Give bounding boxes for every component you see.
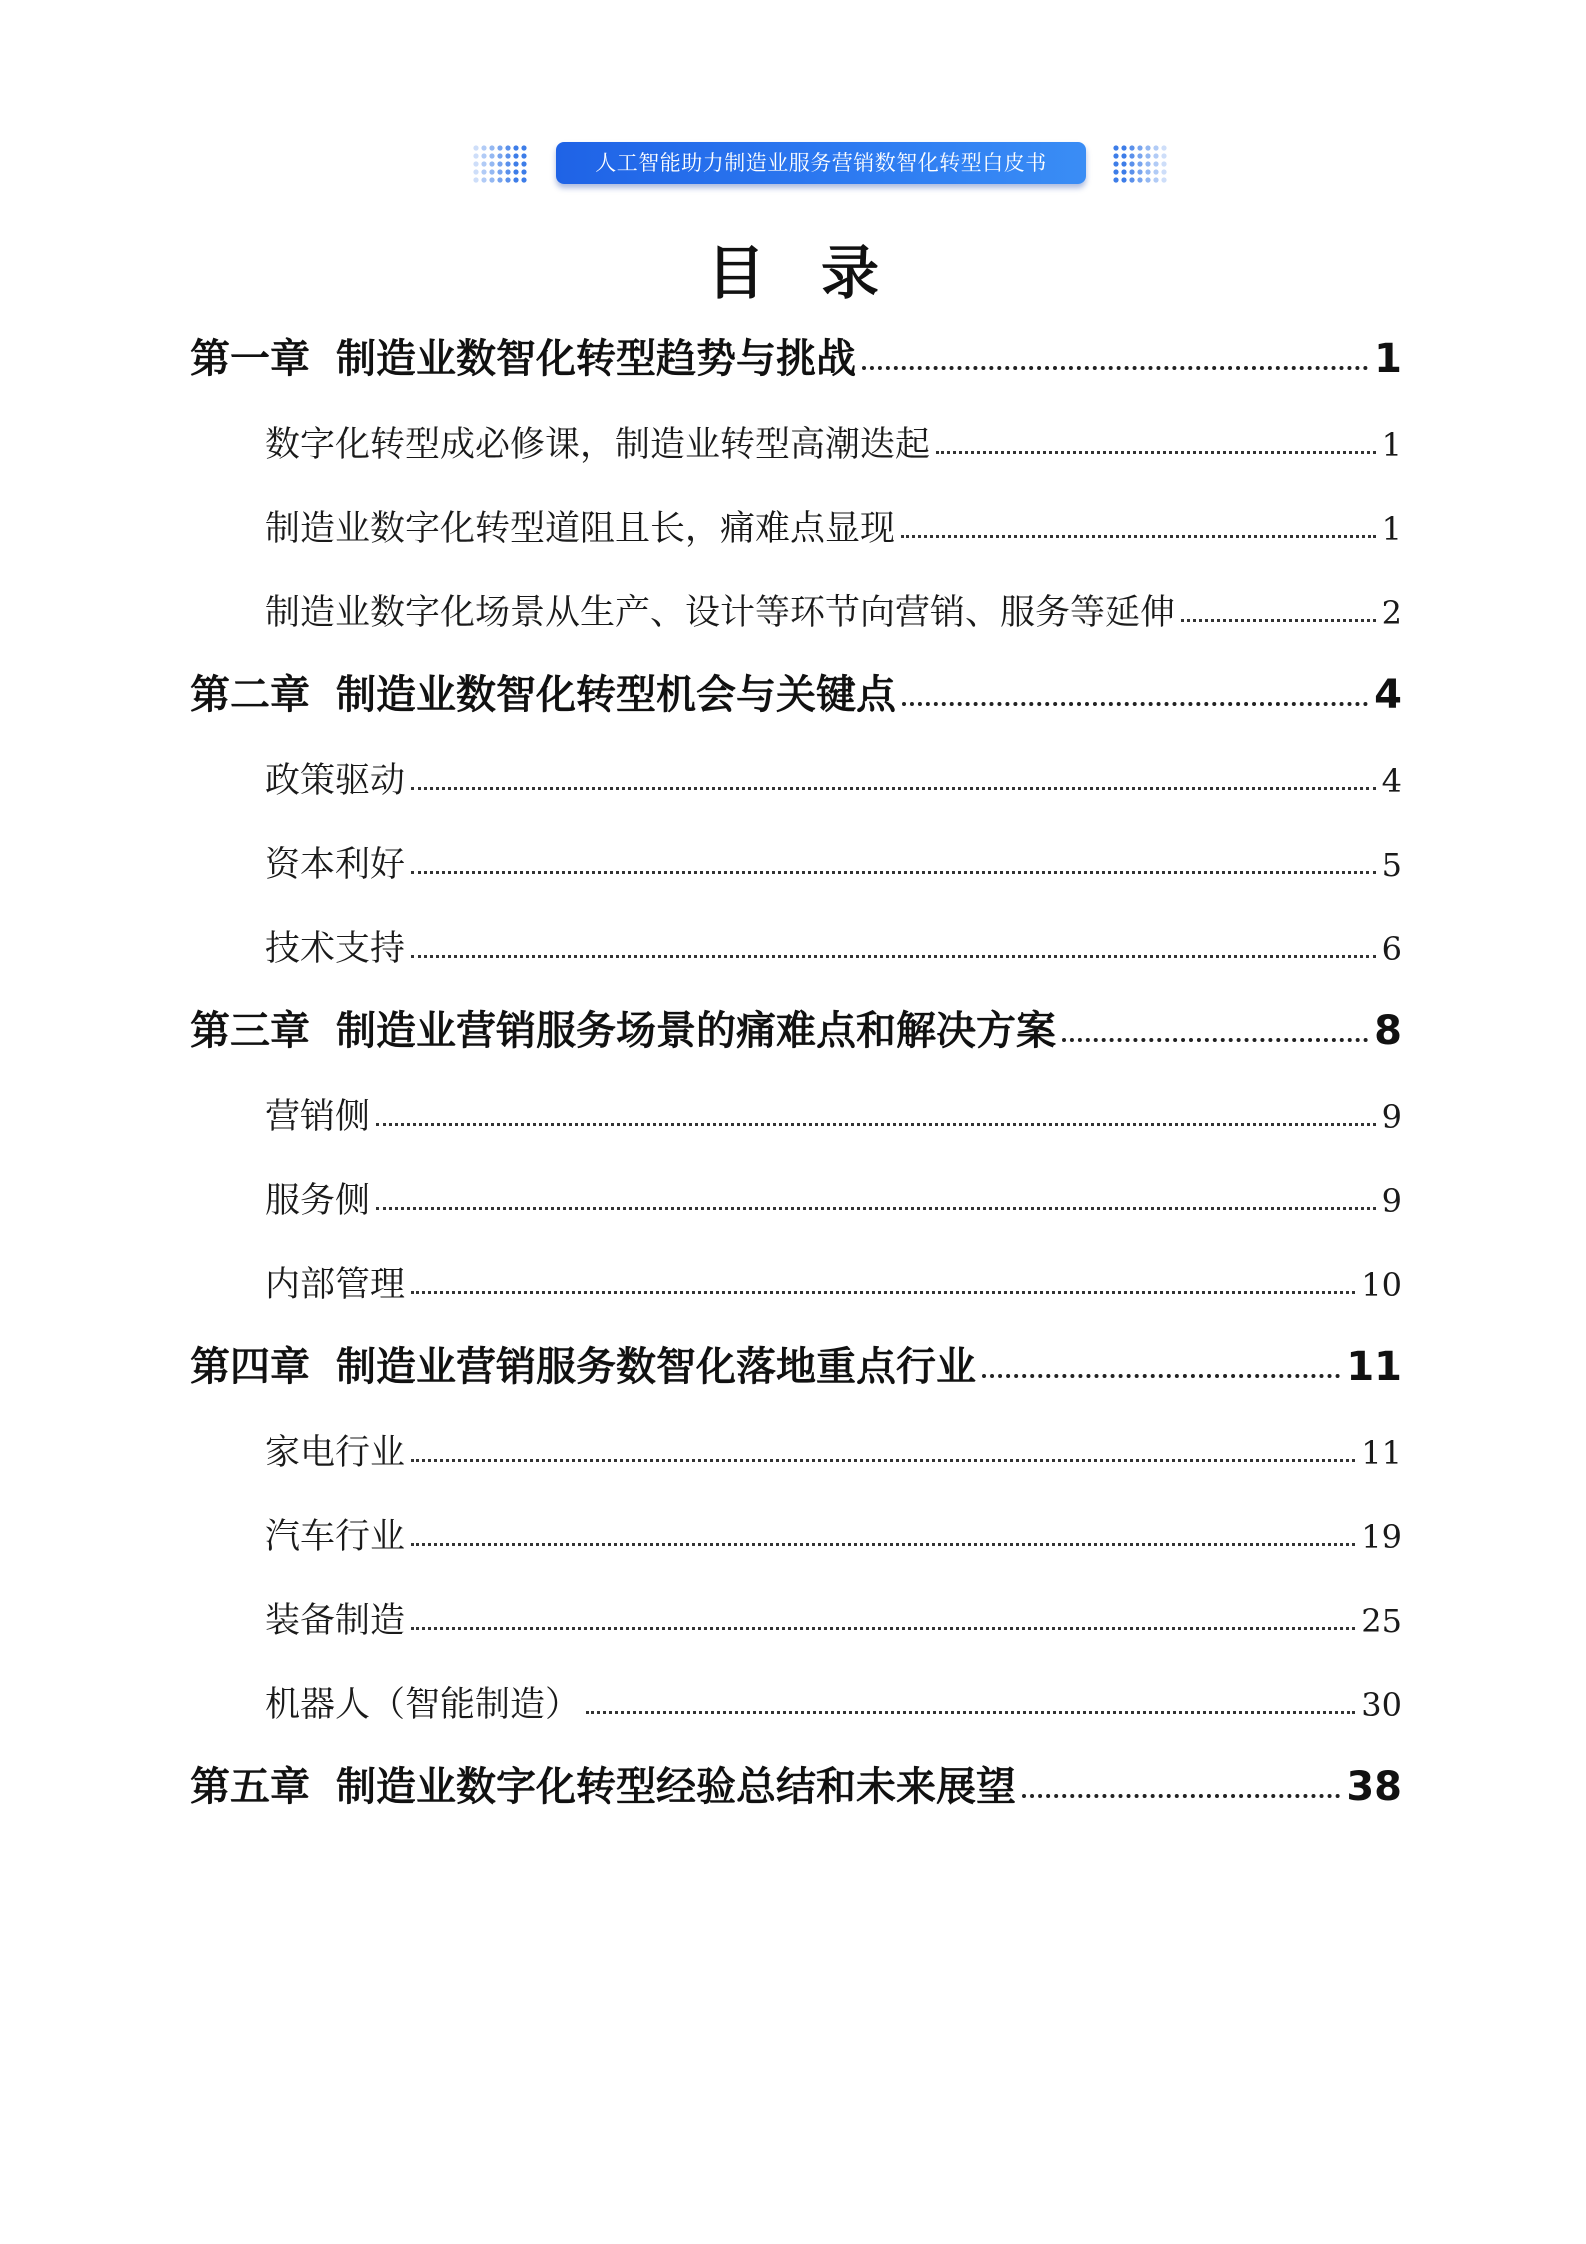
page-number: 8 (1374, 1008, 1402, 1054)
section-title: 制造业数字化场景从生产、设计等环节向营销、服务等延伸 (265, 593, 1176, 633)
toc-section[interactable] (265, 506, 1402, 552)
page-header (0, 140, 1586, 190)
page-title: 目录 (706, 239, 935, 307)
page-number: 1 (1374, 336, 1402, 382)
page-number: 30 (1361, 1686, 1402, 1724)
dot-leader (411, 787, 1376, 790)
toc-chapter-2[interactable] (190, 670, 1402, 720)
dot-leader (902, 702, 1368, 706)
section-title: 机器人（智能制造） (265, 1685, 581, 1725)
page-number: 4 (1374, 672, 1402, 718)
toc-section[interactable] (265, 1178, 1402, 1224)
section-title: 营销侧 (265, 1097, 371, 1137)
page-number: 11 (1361, 1434, 1402, 1472)
dot-leader (376, 1207, 1376, 1210)
toc-section[interactable] (265, 1262, 1402, 1308)
chapter-number: 第一章 (190, 336, 310, 382)
toc-section[interactable] (265, 758, 1402, 804)
dot-leader (411, 871, 1376, 874)
page-number: 11 (1346, 1344, 1402, 1390)
dot-leader (411, 955, 1376, 958)
dot-leader (982, 1374, 1340, 1378)
section-title: 制造业数字化转型道阻且长，痛难点显现 (265, 509, 896, 549)
section-title: 装备制造 (265, 1601, 406, 1641)
chapter-title: 制造业数字化转型经验总结和未来展望 (336, 1764, 1016, 1810)
chapter-number: 第二章 (190, 672, 310, 718)
dot-leader (1181, 619, 1376, 622)
toc-section[interactable] (265, 1514, 1402, 1560)
chapter-title: 制造业数智化转型机会与关键点 (336, 672, 896, 718)
toc-chapter-4[interactable] (190, 1342, 1402, 1392)
toc-chapter-5[interactable] (190, 1762, 1402, 1812)
section-title: 数字化转型成必修课，制造业转型高潮迭起 (265, 425, 931, 465)
dot-leader (376, 1123, 1376, 1126)
page-number: 38 (1346, 1764, 1402, 1810)
document-title-banner: 人工智能助力制造业服务营销数智化转型白皮书 (556, 142, 1086, 184)
chapter-number: 第四章 (190, 1344, 310, 1390)
page-number: 1 (1381, 510, 1402, 548)
toc-chapter-3[interactable] (190, 1006, 1402, 1056)
dot-grid-decoration-right (1112, 144, 1168, 184)
chapter-title: 制造业营销服务场景的痛难点和解决方案 (336, 1008, 1056, 1054)
section-title: 技术支持 (265, 929, 406, 969)
page-number: 6 (1381, 930, 1402, 968)
toc-section[interactable] (265, 842, 1402, 888)
section-title: 服务侧 (265, 1181, 371, 1221)
dot-leader (936, 451, 1376, 454)
page-number: 1 (1381, 426, 1402, 464)
toc-section[interactable] (265, 1682, 1402, 1728)
page-number: 9 (1381, 1098, 1402, 1136)
dot-leader (1062, 1038, 1368, 1042)
toc-section[interactable] (265, 1094, 1402, 1140)
dot-leader (411, 1627, 1355, 1630)
page-number: 5 (1381, 846, 1402, 884)
section-title: 资本利好 (265, 845, 406, 885)
page-number: 10 (1361, 1266, 1402, 1304)
toc-section[interactable] (265, 1598, 1402, 1644)
chapter-title: 制造业营销服务数智化落地重点行业 (336, 1344, 976, 1390)
chapter-title: 制造业数智化转型趋势与挑战 (336, 336, 856, 382)
toc-section[interactable] (265, 926, 1402, 972)
section-title: 政策驱动 (265, 761, 406, 801)
toc-section[interactable] (265, 590, 1402, 636)
page-number: 19 (1361, 1518, 1402, 1556)
dot-leader (411, 1543, 1355, 1546)
dot-leader (411, 1459, 1355, 1462)
section-title: 内部管理 (265, 1265, 406, 1305)
dot-leader (901, 535, 1376, 538)
dot-leader (862, 366, 1368, 370)
page-number: 2 (1381, 594, 1402, 632)
page-number: 25 (1361, 1602, 1402, 1640)
dot-leader (1022, 1794, 1340, 1798)
dot-leader (586, 1711, 1355, 1714)
page-number: 9 (1381, 1182, 1402, 1220)
page-number: 4 (1381, 762, 1402, 800)
section-title: 家电行业 (265, 1433, 406, 1473)
chapter-number: 第三章 (190, 1008, 310, 1054)
toc-section[interactable] (265, 1430, 1402, 1476)
dot-leader (411, 1291, 1355, 1294)
chapter-number: 第五章 (190, 1764, 310, 1810)
dot-grid-decoration-left (472, 144, 528, 184)
toc-chapter-1[interactable] (190, 334, 1402, 384)
toc-section[interactable] (265, 422, 1402, 468)
section-title: 汽车行业 (265, 1517, 406, 1557)
